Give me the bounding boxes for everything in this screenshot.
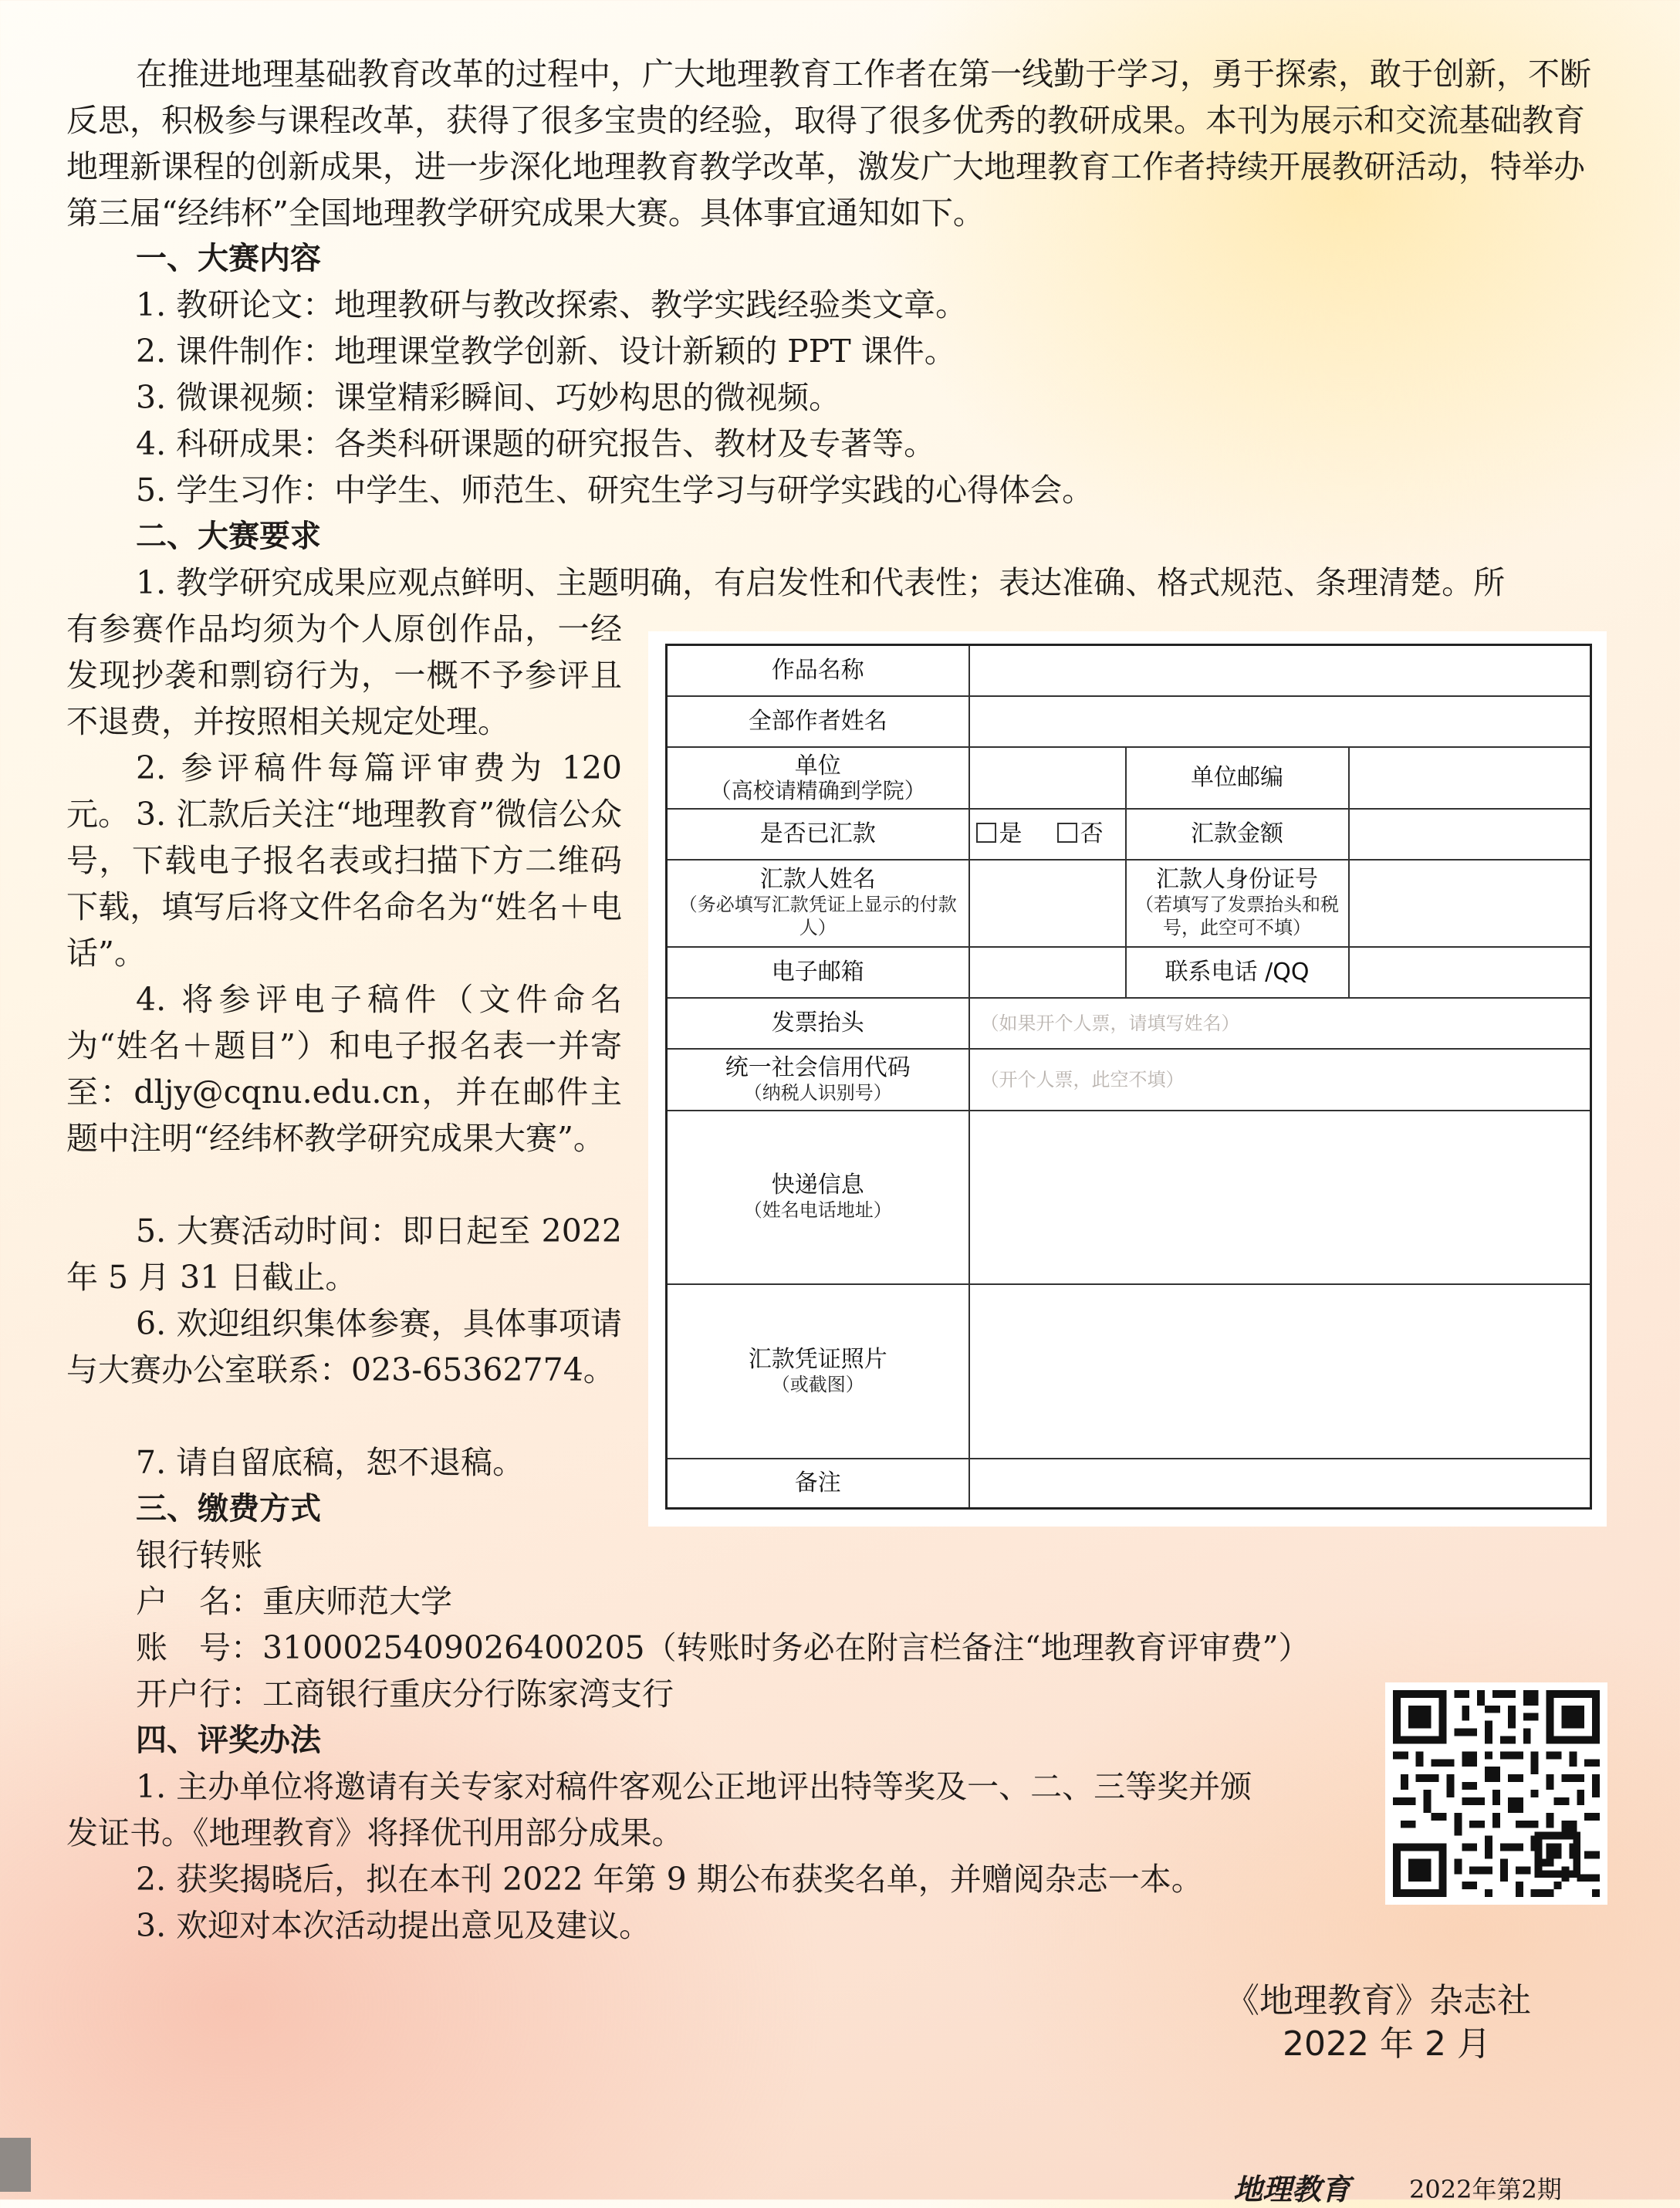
label-voucher-main: 汇款凭证照片 [748,1345,887,1373]
field-payer-id[interactable] [1349,860,1591,946]
field-unit[interactable] [969,747,1126,809]
label-invoice: 发票抬头 [667,998,969,1049]
label-email: 电子邮箱 [667,947,969,998]
qr-code-image [1385,1682,1607,1905]
field-payer[interactable] [969,860,1126,946]
no-label: 否 [1080,820,1104,848]
section2-item-1-rest: 有参赛作品均须为个人原创作品，一经发现抄袭和剽窃行为，一概不予参评且不退费，并按照相关规定处理。 [66,610,622,740]
label-amount: 汇款金额 [1126,809,1349,860]
label-credit-code-main: 统一社会信用代码 [725,1053,911,1081]
label-authors: 全部作者姓名 [667,696,969,747]
qr-code[interactable] [1385,1682,1607,1905]
journal-logo: 地理教育 [1233,2172,1351,2206]
yes-label: 是 [999,820,1023,848]
section4-heading: 四、评奖办法 [136,1723,321,1758]
field-credit-code[interactable]: （开个人票，此空不填） [969,1049,1591,1111]
intro-paragraph: 在推进地理基础教育改革的过程中，广大地理教育工作者在第一线勤于学习，勇于探索，敢于创新，不断反思，积极参与课程改革，获得了很多宝贵的经验，取得了很多优秀的教研成果。本刊为展示和交流基础教育地理新课程的创新成果，进一步深化地理教育教学改革，激发广大地理教育工作者持续开展教研活动，特举办第三届“经纬杯”全国地理教学研究成果大赛。具体事宜通知如下。 [66,56,1591,232]
field-remitted [969,809,1126,860]
field-email[interactable] [969,947,1126,998]
section3-heading: 三、缴费方式 [136,1491,321,1527]
section4-item-2: 2. 获奖揭晓后，拟在本刊 2022 年第 9 期公布获奖名单，并赠阅杂志一本。 [136,1861,1203,1898]
registration-form [648,631,1607,1527]
label-credit-code-sub: （纳税人识别号） [743,1081,892,1104]
label-payer [667,860,969,946]
field-phone[interactable] [1349,947,1591,998]
label-unit-main: 单位 [794,752,841,779]
label-postcode: 单位邮编 [1126,747,1349,809]
label-express [667,1111,969,1284]
section1-item-3: 3. 微课视频：课堂精彩瞬间、巧妙构思的微视频。 [136,379,841,416]
no-checkbox[interactable] [1057,823,1077,843]
section2-item-3: 3. 汇款后关注“地理教育”微信公众号，下载电子报名表或扫描下方二维码下载，填写后将文件名命名为“姓名＋电话”。 [66,796,622,972]
section1-item-5: 5. 学生习作：中学生、师范生、研究生学习与研学实践的心得体会。 [136,472,1094,509]
section1-item-2: 2. 课件制作：地理课堂教学创新、设计新颖的 PPT 课件。 [136,333,956,370]
label-unit-sub: （高校请精确到学院） [709,777,926,803]
account-number: 账 号：3100025409026400205（转账时务必在附言栏备注“地理教育评审费”） [136,1629,1310,1666]
label-voucher [667,1284,969,1459]
field-work-name[interactable] [969,645,1591,696]
registration-table [665,644,1592,1510]
label-express-sub: （姓名电话地址） [743,1199,892,1222]
field-express[interactable] [969,1111,1591,1284]
section2-item-6: 6. 欢迎组织集体参赛，具体事项请与大赛办公室联系：023-65362774。 [66,1305,622,1388]
label-voucher-sub: （或截图） [771,1373,864,1395]
field-authors[interactable] [969,696,1591,747]
label-unit [667,747,969,809]
payment-method: 银行转账 [136,1537,262,1574]
bank-name: 开户行：工商银行重庆分行陈家湾支行 [136,1675,674,1713]
signature-org: 《地理教育》杂志社 [1225,1981,1531,2020]
section1-item-4: 4. 科研成果：各类科研课题的研究报告、教材及专著等。 [136,425,936,462]
label-phone: 联系电话 /QQ [1126,947,1349,998]
signature-date: 2022 年 2 月 [1283,2024,1491,2064]
label-work-name: 作品名称 [667,645,969,696]
section2-heading: 二、大赛要求 [136,519,321,554]
label-credit-code [667,1049,969,1111]
label-remark: 备注 [667,1459,969,1508]
section2-item-2: 2. 参评稿件每篇评审费为 120 元。 [66,749,622,833]
field-postcode[interactable] [1349,747,1591,809]
section4-item-1-line2: 发证书。《地理教育》将择优刊用部分成果。 [66,1814,684,1851]
label-payer-id-sub: （若填写了发票抬头和税号，此空可不填） [1135,894,1339,939]
label-remitted: 是否已汇款 [667,809,969,860]
field-amount[interactable] [1349,809,1591,860]
section4-item-3: 3. 欢迎对本次活动提出意见及建议。 [136,1907,651,1944]
yes-checkbox[interactable] [976,823,996,843]
section2-item-7: 7. 请自留底稿，恕不退稿。 [136,1444,525,1481]
field-invoice[interactable]: （如果开个人票，请填写姓名） [969,998,1591,1049]
label-payer-id-main: 汇款人身份证号 [1156,866,1318,894]
label-payer-sub: （务必填写汇款凭证上显示的付款人） [678,894,957,939]
label-express-main: 快递信息 [771,1172,864,1199]
field-voucher[interactable] [969,1284,1591,1459]
account-name: 户 名：重庆师范大学 [136,1583,452,1620]
section1-heading: 一、大赛内容 [136,241,321,276]
section2-item-5: 5. 大赛活动时间：即日起至 2022 年 5 月 31 日截止。 [66,1212,622,1296]
field-remark[interactable] [969,1459,1591,1508]
page-edge-mark [0,2138,31,2192]
label-payer-id [1126,860,1349,946]
issue-number: 2022年第2期 [1409,2175,1562,2204]
label-payer-main: 汇款人姓名 [759,866,876,894]
section4-item-1-line1: 1. 主办单位将邀请有关专家对稿件客观公正地评出特等奖及一、二、三等奖并颁 [136,1768,1252,1805]
section2-item-1-line1: 1. 教学研究成果应观点鲜明、主题明确，有启发性和代表性；表达准确、格式规范、条理清楚。所 [136,564,1506,601]
section1-item-1: 1. 教研论文：地理教研与教改探索、教学实践经验类文章。 [136,286,968,323]
section2-item-4: 4. 将参评电子稿件（文件命名为“姓名＋题目”）和电子报名表一并寄至：dljy@cqnu.edu.cn，并在邮件主题中注明“经纬杯教学研究成果大赛”。 [66,981,622,1157]
